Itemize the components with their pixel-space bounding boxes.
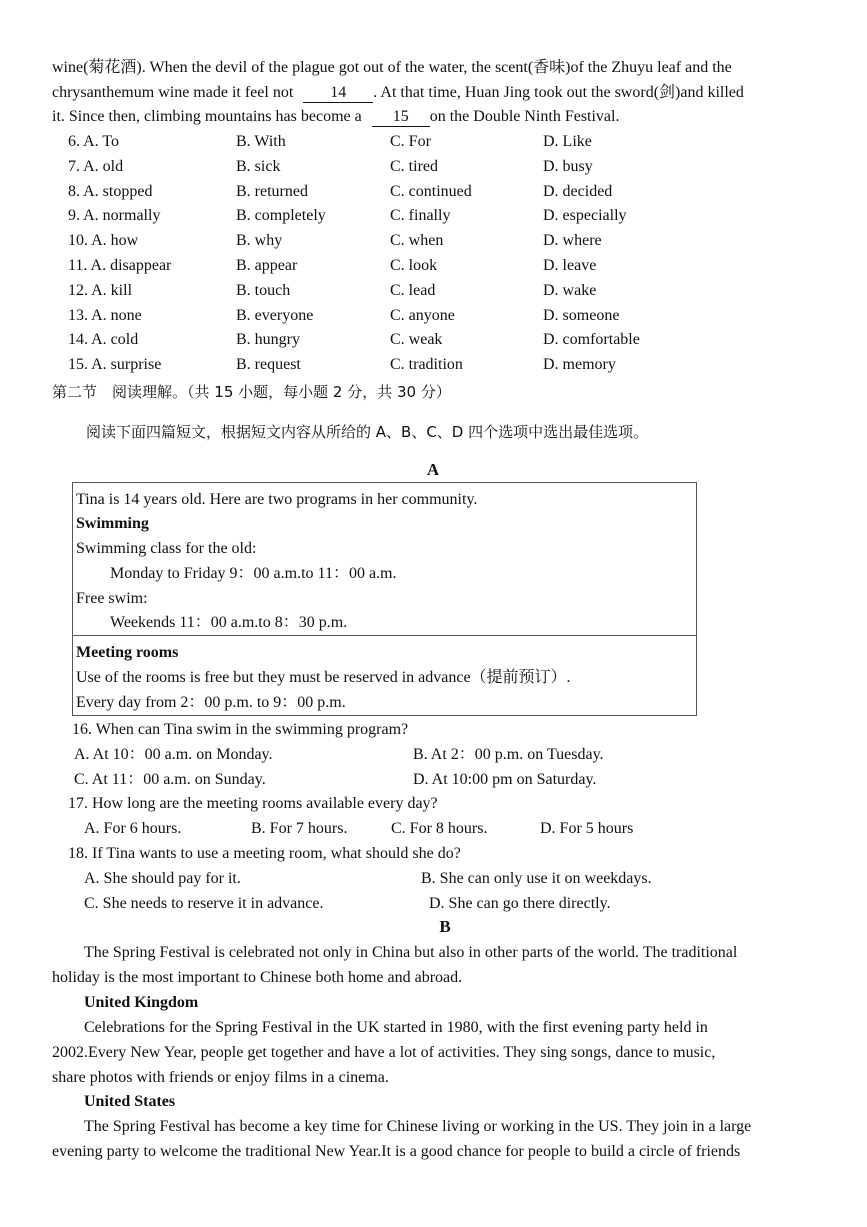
passage-a-intro: Tina is 14 years old. Here are two programs in her community. bbox=[76, 491, 478, 508]
cloze-option-12b: B. touch bbox=[236, 281, 291, 299]
cloze-option-15c: C. tradition bbox=[390, 356, 463, 374]
option-16d: D. At 10:00 pm on Saturday. bbox=[413, 771, 597, 788]
cloze-option-10c: C. when bbox=[390, 232, 444, 250]
cloze-option-15d: D. memory bbox=[543, 356, 616, 374]
cloze-option-14c: C. weak bbox=[390, 331, 443, 349]
option-17d: D. For 5 hours bbox=[540, 820, 634, 837]
option-18d: D. She can go there directly. bbox=[429, 895, 611, 912]
cloze-option-9c: C. finally bbox=[390, 207, 451, 225]
passage-text: . At that time, Huan Jing took out the sword(剑)and killed bbox=[373, 84, 744, 101]
meeting-rooms-line-2: Every day from 2：00 p.m. to 9：00 p.m. bbox=[76, 694, 346, 711]
cloze-option-7d: D. busy bbox=[543, 157, 593, 175]
free-swim-time: Weekends 11：00 a.m.to 8：30 p.m. bbox=[110, 614, 348, 631]
cloze-option-7a: 7. A. old bbox=[68, 157, 124, 175]
cloze-option-9a: 9. A. normally bbox=[68, 207, 161, 225]
option-18b: B. She can only use it on weekdays. bbox=[421, 870, 652, 887]
passage-b-p1-line-2: holiday is the most important to Chinese both home and abroad. bbox=[52, 969, 463, 986]
cloze-option-13c: C. anyone bbox=[390, 306, 455, 324]
cloze-option-11b: B. appear bbox=[236, 257, 298, 274]
cloze-option-14d: D. comfortable bbox=[543, 331, 640, 349]
free-swim-label: Free swim: bbox=[76, 590, 148, 607]
passage-b-p1-line-1: The Spring Festival is celebrated not only in China but also in other parts of the world. The traditional bbox=[84, 944, 738, 961]
option-17b: B. For 7 hours. bbox=[251, 820, 348, 837]
uk-title: United Kingdom bbox=[84, 994, 199, 1011]
option-16c: C. At 11：00 a.m. on Sunday. bbox=[74, 771, 266, 788]
cloze-option-12d: D. wake bbox=[543, 281, 597, 299]
passage-text: on the Double Ninth Festival. bbox=[429, 108, 620, 125]
passage-line-2 bbox=[52, 83, 744, 103]
cloze-option-9d: D. especially bbox=[543, 207, 627, 225]
option-18c: C. She needs to reserve it in advance. bbox=[84, 895, 324, 912]
passage-line-3 bbox=[52, 107, 619, 127]
cloze-option-11c: C. look bbox=[390, 257, 438, 274]
cloze-option-11d: D. leave bbox=[543, 257, 597, 274]
cloze-option-10a: 10. A. how bbox=[68, 232, 139, 250]
section-heading: 第二节 阅读理解。（共 15 小题，每小题 2 分，共 30 分） bbox=[52, 383, 451, 401]
option-16b: B. At 2：00 p.m. on Tuesday. bbox=[413, 746, 604, 763]
cloze-option-14b: B. hungry bbox=[236, 331, 300, 349]
swimming-class-time: Monday to Friday 9：00 a.m.to 11：00 a.m. bbox=[110, 565, 397, 582]
question-16: 16. When can Tina swim in the swimming program? bbox=[72, 721, 409, 738]
uk-line-3: share photos with friends or enjoy films in a cinema. bbox=[52, 1069, 389, 1086]
cloze-option-13b: B. everyone bbox=[236, 306, 314, 324]
cloze-option-10b: B. why bbox=[236, 232, 283, 250]
passage-a-letter: A bbox=[426, 460, 440, 479]
question-17: 17. How long are the meeting rooms available every day? bbox=[68, 795, 438, 812]
cloze-option-13a: 13. A. none bbox=[68, 306, 142, 324]
cloze-option-8a: 8. A. stopped bbox=[68, 182, 153, 200]
cloze-option-15a: 15. A. surprise bbox=[68, 356, 162, 374]
cloze-option-11a: 11. A. disappear bbox=[68, 257, 172, 274]
option-17c: C. For 8 hours. bbox=[391, 820, 488, 837]
meeting-rooms-line-1: Use of the rooms is free but they must be reserved in advance（提前预订）. bbox=[76, 669, 571, 686]
blank-15: 15 bbox=[372, 108, 430, 127]
cloze-option-12c: C. lead bbox=[390, 281, 436, 299]
box-divider bbox=[72, 635, 697, 636]
uk-line-1: Celebrations for the Spring Festival in the UK started in 1980, with the first evening party held in bbox=[84, 1019, 708, 1036]
swimming-class-label: Swimming class for the old: bbox=[76, 540, 257, 557]
cloze-option-8b: B. returned bbox=[236, 182, 308, 200]
cloze-option-7c: C. tired bbox=[390, 157, 438, 175]
cloze-option-10d: D. where bbox=[543, 232, 602, 250]
cloze-option-8c: C. continued bbox=[390, 182, 472, 200]
meeting-rooms-title: Meeting rooms bbox=[76, 644, 179, 661]
us-line-2: evening party to welcome the traditional New Year.It is a good chance for people to build a circle of friends bbox=[52, 1143, 741, 1160]
cloze-option-13d: D. someone bbox=[543, 306, 620, 324]
us-title: United States bbox=[84, 1093, 176, 1110]
uk-line-2: 2002.Every New Year, people get together and have a lot of activities. They sing songs, dance to music, bbox=[52, 1044, 716, 1061]
cloze-option-6d: D. Like bbox=[543, 133, 592, 150]
cloze-option-12a: 12. A. kill bbox=[68, 281, 133, 299]
us-line-1: The Spring Festival has become a key time for Chinese living or working in the US. They join in a large bbox=[84, 1118, 752, 1135]
passage-text: chrysanthemum wine made it feel not bbox=[52, 84, 294, 101]
section-instruction: 阅读下面四篇短文，根据短文内容从所给的 A、B、C、D 四个选项中选出最佳选项。 bbox=[86, 423, 649, 441]
option-18a: A. She should pay for it. bbox=[84, 870, 241, 887]
option-17a: A. For 6 hours. bbox=[84, 820, 182, 837]
cloze-option-6a: 6. A. To bbox=[68, 133, 120, 150]
swimming-title: Swimming bbox=[76, 515, 149, 532]
passage-line-1: wine(菊花酒). When the devil of the plague got out of the water, the scent(香味)of the Zhuyu leaf and the bbox=[52, 59, 732, 76]
cloze-option-14a: 14. A. cold bbox=[68, 331, 139, 349]
passage-text: it. Since then, climbing mountains has become a bbox=[52, 108, 362, 125]
cloze-option-9b: B. completely bbox=[236, 207, 326, 225]
cloze-option-8d: D. decided bbox=[543, 182, 613, 200]
question-18: 18. If Tina wants to use a meeting room, what should she do? bbox=[68, 845, 461, 862]
cloze-option-6c: C. For bbox=[390, 133, 431, 150]
passage-b-letter: B bbox=[439, 917, 451, 936]
cloze-option-6b: B. With bbox=[236, 133, 286, 150]
option-16a: A. At 10：00 a.m. on Monday. bbox=[74, 746, 273, 763]
cloze-option-7b: B. sick bbox=[236, 157, 281, 175]
blank-14: 14 bbox=[303, 84, 373, 103]
cloze-option-15b: B. request bbox=[236, 356, 301, 374]
